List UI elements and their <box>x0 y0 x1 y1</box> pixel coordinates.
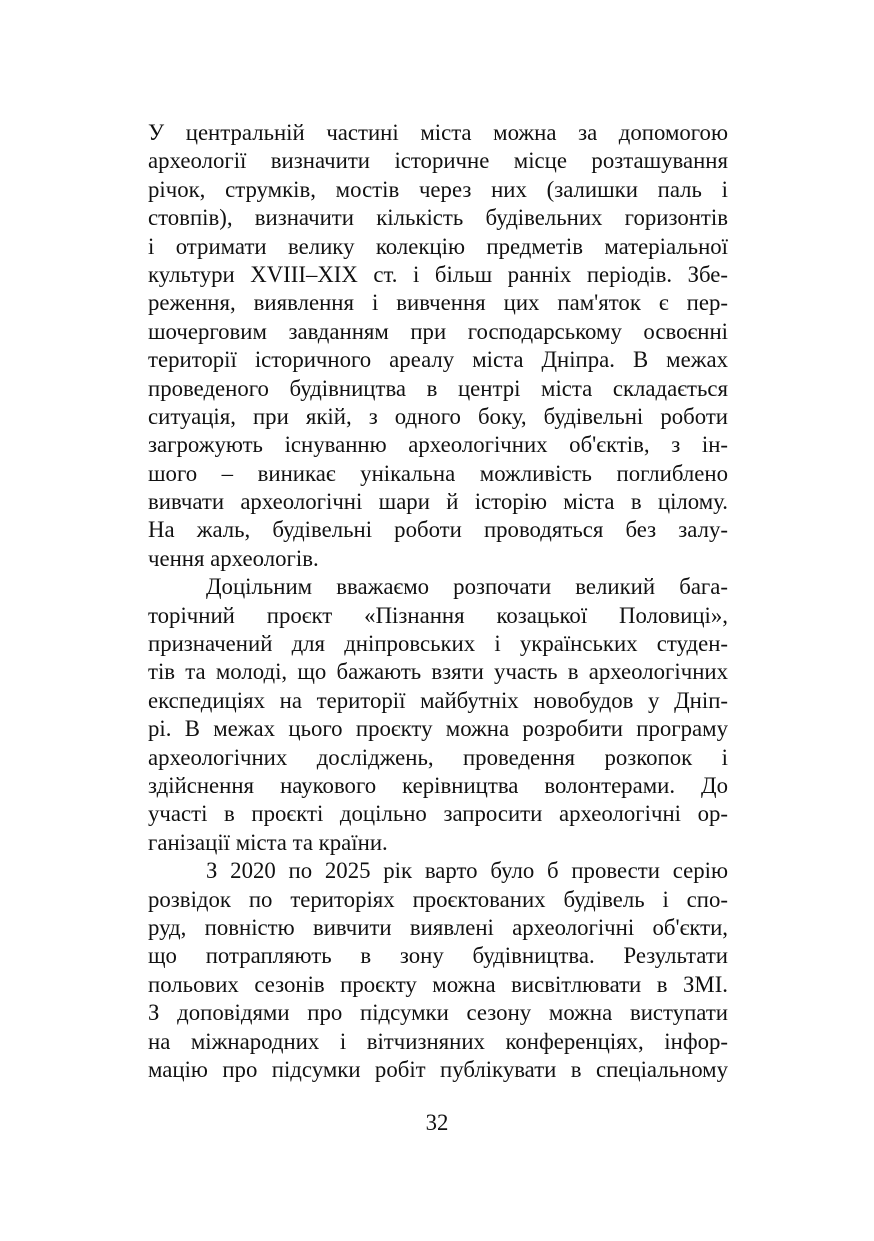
paragraph <box>148 857 728 1084</box>
text-line: руд, повністю вивчити виявлені археологічні об'єкти, <box>148 914 728 940</box>
text-line: мацію про підсумки робіт публікувати в спеціальному <box>148 1056 728 1082</box>
text-line: реження, виявлення і вивчення цих пам'яток є пер- <box>148 290 728 316</box>
text-line: розвідок по територіях проєктованих будівель і спо- <box>148 886 728 912</box>
text-line: польових сезонів проєкту можна висвітлювати в ЗМІ. <box>148 971 728 997</box>
text-line: що потрапляють в зону будівництва. Результати <box>148 943 728 969</box>
text-line: експедиціях на території майбутніх новобудов у Дніп- <box>148 687 728 713</box>
text-line: призначений для дніпровських і українських студен- <box>148 631 728 657</box>
text-line: тів та молоді, що бажають взяти участь в археологічних <box>148 659 728 685</box>
text-line: на міжнародних і вітчизняних конференціях, інфор- <box>148 1028 728 1054</box>
text-line: ситуація, при якій, з одного боку, будівельні роботи <box>148 403 728 429</box>
text-line: З 2020 по 2025 рік варто було б провести серію <box>206 858 728 884</box>
text-line: річок, струмків, мостів через них (залишки паль і <box>148 176 728 202</box>
text-line: археології визначити історичне місце розташування <box>148 148 728 174</box>
text-line: З доповідями про підсумки сезону можна виступати <box>148 1000 728 1026</box>
text-line: загрожують існуванню археологічних об'єктів, з ін- <box>148 432 728 458</box>
text-line: Доцільним вважаємо розпочати великий бага- <box>206 574 728 600</box>
page-number: 32 <box>425 1110 449 1135</box>
text-line: стовпів), визначити кількість будівельних горизонтів <box>148 205 728 231</box>
text-line: На жаль, будівельні роботи проводяться без залу- <box>148 517 728 543</box>
text-line: рі. В межах цього проєкту можна розробити програму <box>148 716 728 742</box>
text-line: участі в проєкті доцільно запросити археологічні ор- <box>148 801 728 827</box>
paragraph <box>148 119 728 573</box>
text-line: здійснення наукового керівництва волонтерами. До <box>148 772 728 798</box>
text-line: культури XVIII–XIX ст. і більш ранніх періодів. Збе- <box>148 261 728 287</box>
text-line: шого – виникає унікальна можливість поглиблено <box>148 460 728 486</box>
text-line: археологічних досліджень, проведення розкопок і <box>148 744 728 770</box>
body-text <box>148 119 728 1084</box>
text-line: і отримати велику колекцію предметів матеріальної <box>148 233 728 259</box>
text-line: проведеного будівництва в центрі міста складається <box>148 375 728 401</box>
text-line: У центральній частині міста можна за допомогою <box>148 120 728 145</box>
text-line: торічний проєкт «Пізнання козацької Половиці», <box>148 602 728 628</box>
text-line: чення археологів. <box>148 545 319 571</box>
text-line: ганізації міста та країни. <box>148 829 388 855</box>
text-line: вивчати археологічні шари й історію міста в цілому. <box>148 489 728 515</box>
text-line: території історичного ареалу міста Дніпра. В межах <box>148 347 728 373</box>
text-line: шочерговим завданням при господарському освоєнні <box>148 318 728 344</box>
paragraph <box>148 573 728 857</box>
